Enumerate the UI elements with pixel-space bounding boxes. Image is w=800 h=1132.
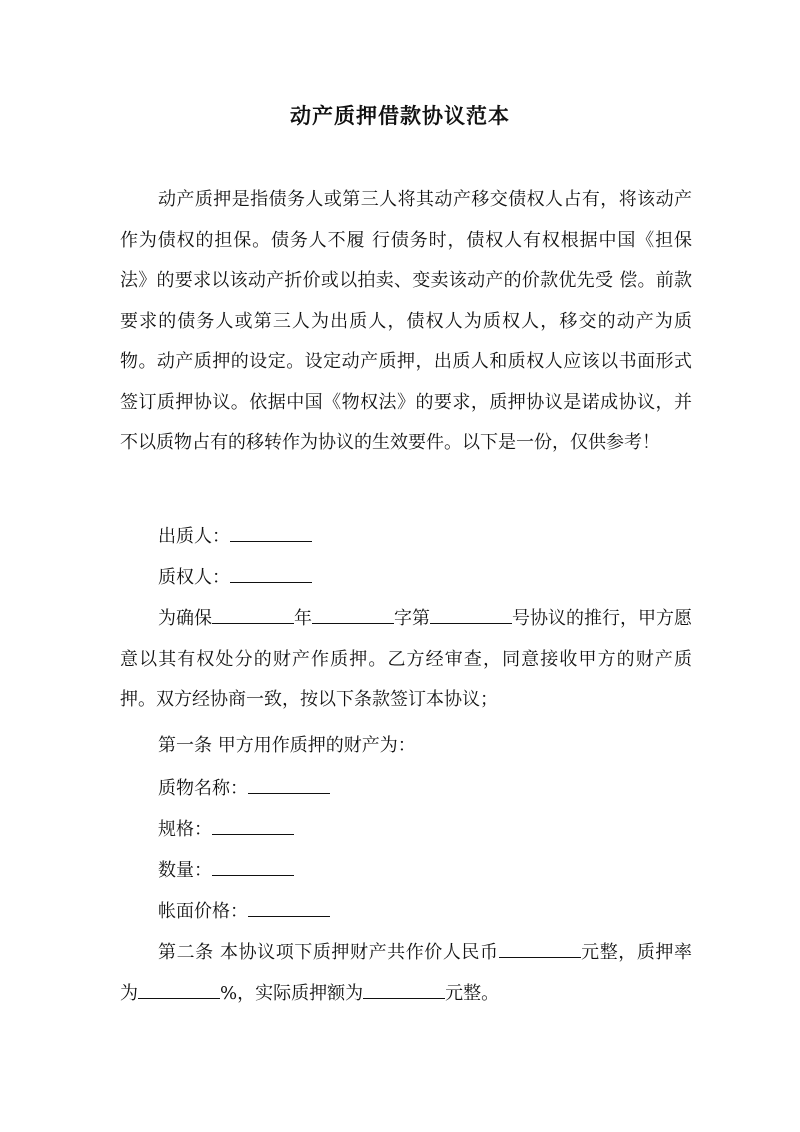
code-blank — [312, 607, 394, 624]
quantity-line — [158, 859, 698, 883]
pledgor-line — [158, 525, 698, 549]
article2-text-4: 元整。 — [445, 982, 500, 1004]
spec-line — [158, 818, 698, 842]
pledge-rate-blank — [138, 982, 220, 999]
agreement-text-3: 字第 — [394, 608, 430, 629]
agreement-text-2: 年 — [294, 608, 312, 629]
spec-label: 规格： — [158, 819, 212, 840]
book-value-blank — [248, 900, 330, 917]
year-blank — [212, 607, 294, 624]
article1-heading: 第一条 甲方用作质押的财产为： — [158, 735, 416, 756]
article2-text-3: %，实际质押额为 — [220, 982, 364, 1004]
book-value-line — [158, 900, 698, 924]
agreement-text-4: 号协议的推行，甲方愿意以其有权处分的财产作质押。乙方经审查，同意接收甲方的财产质押。双方经协商一致，按以下条款签订本协议； — [120, 608, 692, 710]
pledgor-label: 出质人： — [158, 526, 230, 547]
article2-paragraph — [120, 933, 692, 1014]
actual-amount-blank — [363, 982, 445, 999]
quantity-label: 数量： — [158, 860, 212, 881]
pledgor-blank — [230, 525, 312, 542]
intro-paragraph: 动产质押是指债务人或第三人将其动产移交债权人占有，将该动产作为债权的担保。债务人不履 行债务时，债权人有权根据中国《担保法》的要求以该动产折价或以拍卖、变卖该动产的价款优先受 偿。前款要求的债务人或第三人为出质人，债权人为质权人，移交的动产为质物。动产质押的设定。设定动产质押，出质人和质权人应该以书面形式签订质押协议。依据中国《物权法》的要求，质押协议是诺成协议，并不以质物占有的移转作为协议的生效要件。以下是一份，仅供参考！ — [120, 189, 692, 453]
item-name-blank — [248, 777, 330, 794]
valuation-blank — [499, 941, 581, 958]
agreement-paragraph — [120, 599, 692, 721]
document-title: 动产质押借款协议范本 — [290, 103, 510, 128]
number-blank — [430, 607, 512, 624]
pledgee-line — [158, 566, 698, 590]
agreement-text-1: 为确保 — [158, 608, 212, 629]
item-name-label: 质物名称： — [158, 778, 248, 799]
article2-text-2: 元整，质押率为 — [120, 942, 692, 1004]
quantity-blank — [212, 859, 294, 876]
book-value-label: 帐面价格： — [158, 901, 248, 922]
pledgee-blank — [230, 566, 312, 583]
article2-text-1: 第二条 本协议项下质押财产共作价人民币 — [158, 942, 499, 963]
spec-blank — [212, 818, 294, 835]
pledgee-label: 质权人： — [158, 567, 230, 588]
item-name-line — [158, 777, 698, 801]
